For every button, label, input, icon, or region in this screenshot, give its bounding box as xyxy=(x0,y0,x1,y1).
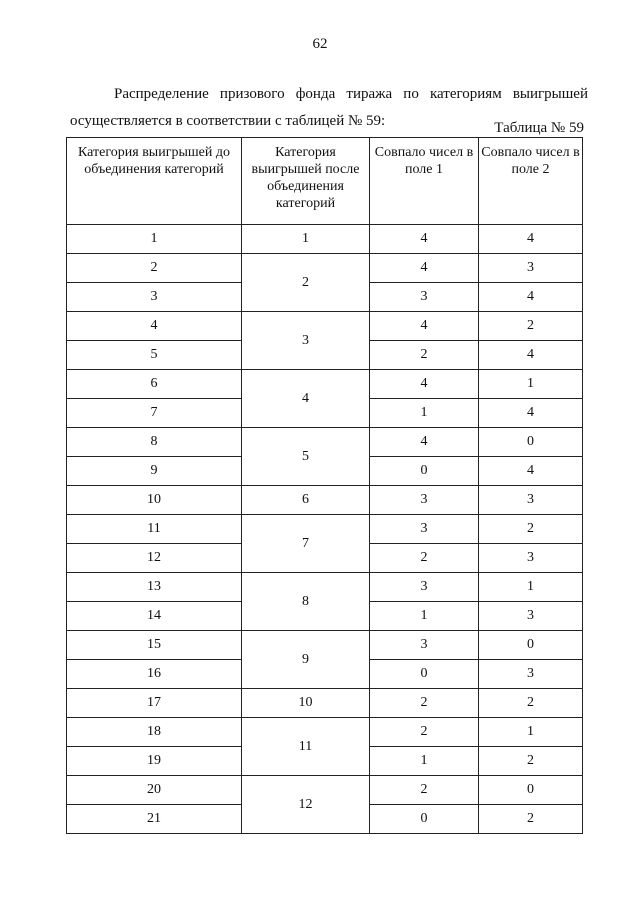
table-row xyxy=(67,254,583,283)
cell-category-before: 2 xyxy=(67,254,242,283)
cell-category-after: 7 xyxy=(242,515,370,573)
cell-category-after: 2 xyxy=(242,254,370,312)
cell-category-before: 5 xyxy=(67,341,242,370)
table-row xyxy=(67,689,583,718)
cell-field-1-matches: 0 xyxy=(370,457,479,486)
cell-field-1-matches: 4 xyxy=(370,312,479,341)
cell-field-1-matches: 4 xyxy=(370,370,479,399)
cell-field-2-matches: 2 xyxy=(479,805,583,834)
cell-category-after: 12 xyxy=(242,776,370,834)
cell-category-before: 3 xyxy=(67,283,242,312)
cell-field-1-matches: 4 xyxy=(370,254,479,283)
cell-field-2-matches: 3 xyxy=(479,544,583,573)
cell-field-1-matches: 3 xyxy=(370,515,479,544)
table-row xyxy=(67,631,583,660)
cell-field-2-matches: 2 xyxy=(479,515,583,544)
table-row xyxy=(67,428,583,457)
cell-category-before: 18 xyxy=(67,718,242,747)
cell-category-after: 4 xyxy=(242,370,370,428)
header-category-after: Категория выигрышей после объединения категорий xyxy=(242,138,370,225)
cell-field-1-matches: 3 xyxy=(370,486,479,515)
cell-field-1-matches: 0 xyxy=(370,805,479,834)
cell-field-1-matches: 1 xyxy=(370,602,479,631)
cell-field-2-matches: 0 xyxy=(479,776,583,805)
cell-field-2-matches: 4 xyxy=(479,341,583,370)
cell-field-1-matches: 3 xyxy=(370,283,479,312)
cell-field-2-matches: 1 xyxy=(479,718,583,747)
cell-field-1-matches: 2 xyxy=(370,341,479,370)
table-row xyxy=(67,515,583,544)
table-header-row xyxy=(67,138,583,225)
cell-field-2-matches: 3 xyxy=(479,486,583,515)
cell-field-1-matches: 2 xyxy=(370,718,479,747)
header-category-before: Категория выигрышей до объединения категорий xyxy=(67,138,242,225)
cell-field-1-matches: 2 xyxy=(370,689,479,718)
cell-field-1-matches: 1 xyxy=(370,399,479,428)
prize-category-table xyxy=(66,137,583,834)
cell-category-before: 9 xyxy=(67,457,242,486)
table-row xyxy=(67,573,583,602)
cell-field-1-matches: 0 xyxy=(370,660,479,689)
cell-category-before: 10 xyxy=(67,486,242,515)
cell-category-after: 5 xyxy=(242,428,370,486)
cell-category-before: 7 xyxy=(67,399,242,428)
intro-text: Распределение призового фонда тиража по категориям выигрышей осуществляется в соответствии с таблицей № 59: xyxy=(70,86,588,129)
cell-category-after: 3 xyxy=(242,312,370,370)
cell-category-before: 13 xyxy=(67,573,242,602)
cell-field-2-matches: 2 xyxy=(479,747,583,776)
cell-category-after: 6 xyxy=(242,486,370,515)
table-body xyxy=(67,225,583,834)
cell-field-1-matches: 4 xyxy=(370,428,479,457)
page-number: 62 xyxy=(312,36,328,52)
table-row xyxy=(67,225,583,254)
cell-field-1-matches: 2 xyxy=(370,776,479,805)
table-row xyxy=(67,312,583,341)
cell-category-after: 8 xyxy=(242,573,370,631)
cell-category-before: 6 xyxy=(67,370,242,399)
cell-field-2-matches: 4 xyxy=(479,399,583,428)
header-field-1-matches: Совпало чисел в поле 1 xyxy=(370,138,479,225)
cell-field-1-matches: 3 xyxy=(370,631,479,660)
cell-field-2-matches: 1 xyxy=(479,370,583,399)
cell-category-before: 19 xyxy=(67,747,242,776)
table-row xyxy=(67,370,583,399)
table-row xyxy=(67,486,583,515)
table-caption: Таблица № 59 xyxy=(494,120,584,136)
cell-category-after: 9 xyxy=(242,631,370,689)
cell-category-before: 20 xyxy=(67,776,242,805)
cell-category-before: 4 xyxy=(67,312,242,341)
table-header xyxy=(67,138,583,225)
cell-field-2-matches: 0 xyxy=(479,631,583,660)
cell-field-1-matches: 4 xyxy=(370,225,479,254)
cell-category-before: 15 xyxy=(67,631,242,660)
cell-category-after: 11 xyxy=(242,718,370,776)
cell-field-2-matches: 2 xyxy=(479,312,583,341)
cell-field-2-matches: 4 xyxy=(479,225,583,254)
cell-category-before: 16 xyxy=(67,660,242,689)
cell-category-before: 14 xyxy=(67,602,242,631)
cell-category-before: 8 xyxy=(67,428,242,457)
cell-field-1-matches: 1 xyxy=(370,747,479,776)
cell-category-after: 10 xyxy=(242,689,370,718)
cell-field-2-matches: 3 xyxy=(479,660,583,689)
header-field-2-matches: Совпало чисел в поле 2 xyxy=(479,138,583,225)
cell-field-2-matches: 3 xyxy=(479,602,583,631)
cell-category-before: 17 xyxy=(67,689,242,718)
cell-field-1-matches: 3 xyxy=(370,573,479,602)
cell-category-before: 1 xyxy=(67,225,242,254)
cell-category-before: 11 xyxy=(67,515,242,544)
cell-field-2-matches: 1 xyxy=(479,573,583,602)
table-row xyxy=(67,776,583,805)
cell-category-before: 21 xyxy=(67,805,242,834)
cell-field-2-matches: 4 xyxy=(479,457,583,486)
cell-category-before: 12 xyxy=(67,544,242,573)
cell-field-2-matches: 4 xyxy=(479,283,583,312)
cell-field-2-matches: 2 xyxy=(479,689,583,718)
cell-field-1-matches: 2 xyxy=(370,544,479,573)
cell-category-after: 1 xyxy=(242,225,370,254)
cell-field-2-matches: 3 xyxy=(479,254,583,283)
table-row xyxy=(67,718,583,747)
cell-field-2-matches: 0 xyxy=(479,428,583,457)
